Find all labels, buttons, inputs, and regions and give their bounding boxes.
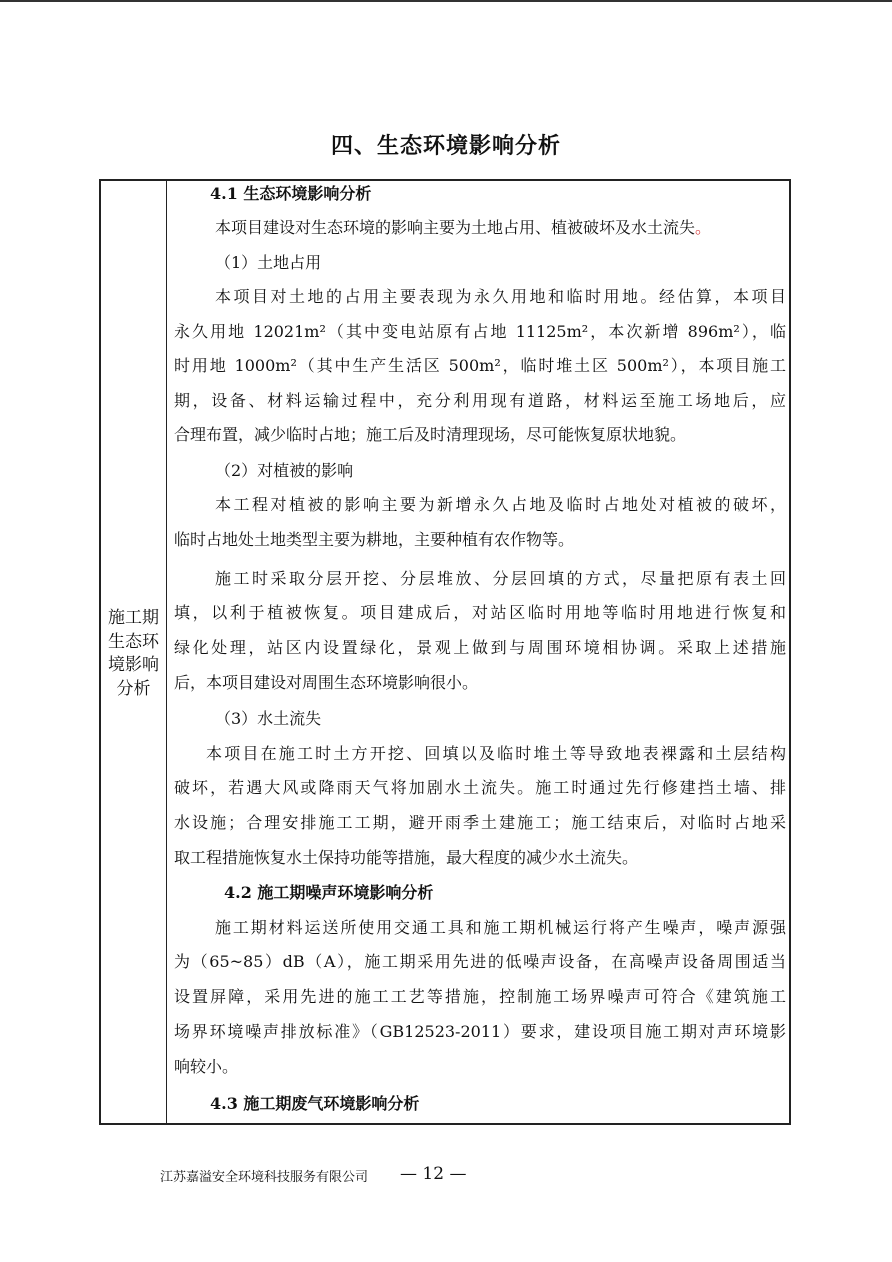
paragraph-line: 施工期材料运送所使用交通工具和施工期机械运行将产生噪声，噪声源强 <box>215 918 786 937</box>
column-divider <box>166 181 167 1123</box>
footer-company: 江苏嘉溢安全环境科技服务有限公司 <box>160 1170 369 1185</box>
section-heading-4-2: 4.2 施工期噪声环境影响分析 <box>224 883 434 902</box>
paragraph-line: 本项目对土地的占用主要表现为永久用地和临时用地。经估算，本项目 <box>215 287 786 306</box>
subsection-vegetation: （2）对植被的影响 <box>215 461 354 480</box>
row-label-line: 生态环 <box>108 631 159 652</box>
page-number: — 12 — <box>400 1164 467 1184</box>
paragraph-line: 取工程措施恢复水土保持功能等措施，最大程度的减少水土流失。 <box>174 848 639 867</box>
subsection-soil-erosion: （3）水土流失 <box>215 709 322 728</box>
paragraph-line: 绿化处理，站区内设置绿化，景观上做到与周围环境相协调。采取上述措施 <box>174 638 786 657</box>
paragraph-intro-period: 。 <box>695 218 712 237</box>
row-label <box>101 607 166 701</box>
paragraph-line: 后，本项目建设对周围生态环境影响很小。 <box>174 673 479 692</box>
content-table <box>99 179 791 1125</box>
paragraph-line: 临时占地处土地类型主要为耕地，主要种植有农作物等。 <box>174 530 575 549</box>
section-heading-4-1: 4.1 生态环境影响分析 <box>210 184 372 203</box>
page-title: 四、生态环境影响分析 <box>330 133 561 159</box>
paragraph-line: 破坏，若遇大风或降雨天气将加剧水土流失。施工时通过先行修建挡土墙、排 <box>174 778 786 797</box>
paragraph-line: 响较小。 <box>174 1057 239 1076</box>
paragraph-line: 填，以利于植被恢复。项目建成后，对站区临时用地等临时用地进行恢复和 <box>174 603 786 622</box>
subsection-land-use: （1）土地占用 <box>215 253 322 272</box>
paragraph-line: 施工时采取分层开挖、分层堆放、分层回填的方式，尽量把原有表土回 <box>215 569 786 588</box>
paragraph-line: 设置屏障，采用先进的施工工艺等措施，控制施工场界噪声可符合《建筑施工 <box>174 987 786 1006</box>
paragraph-line: 永久用地 12021m²（其中变电站原有占地 11125m²，本次新增 896m²），临 <box>174 322 786 341</box>
section-heading-4-3: 4.3 施工期废气环境影响分析 <box>210 1094 420 1113</box>
row-label-line: 分析 <box>116 678 151 699</box>
paragraph-line: 本项目在施工时土方开挖、回填以及临时堆土等导致地表裸露和土层结构 <box>206 744 786 763</box>
paragraph-line: 场界环境噪声排放标准》（GB12523-2011）要求，建设项目施工期对声环境影 <box>174 1022 786 1041</box>
paragraph-line: 时用地 1000m²（其中生产生活区 500m²，临时堆土区 500m²），本项目施工 <box>174 356 786 375</box>
paragraph-line: 本工程对植被的影响主要为新增永久占地及临时占地处对植被的破坏， <box>215 495 786 514</box>
paragraph-line: 为（65~85）dB（A），施工期采用先进的低噪声设备，在高噪声设备周围适当 <box>174 952 786 971</box>
paragraph-line: 合理布置，减少临时占地；施工后及时清理现场，尽可能恢复原状地貌。 <box>174 425 687 444</box>
row-label-line: 境影响 <box>108 655 159 675</box>
top-rule <box>0 0 892 2</box>
paragraph-intro-text: 本项目建设对生态环境的影响主要为土地占用、植被破坏及水土流失 <box>215 218 696 237</box>
row-label-line: 施工期 <box>108 608 159 628</box>
paragraph-line: 期，设备、材料运输过程中，充分利用现有道路，材料运至施工场地后，应 <box>174 391 786 410</box>
paragraph-line: 水设施；合理安排施工工期，避开雨季土建施工；施工结束后，对临时占地采 <box>174 813 786 832</box>
paragraph-intro <box>215 216 711 240</box>
